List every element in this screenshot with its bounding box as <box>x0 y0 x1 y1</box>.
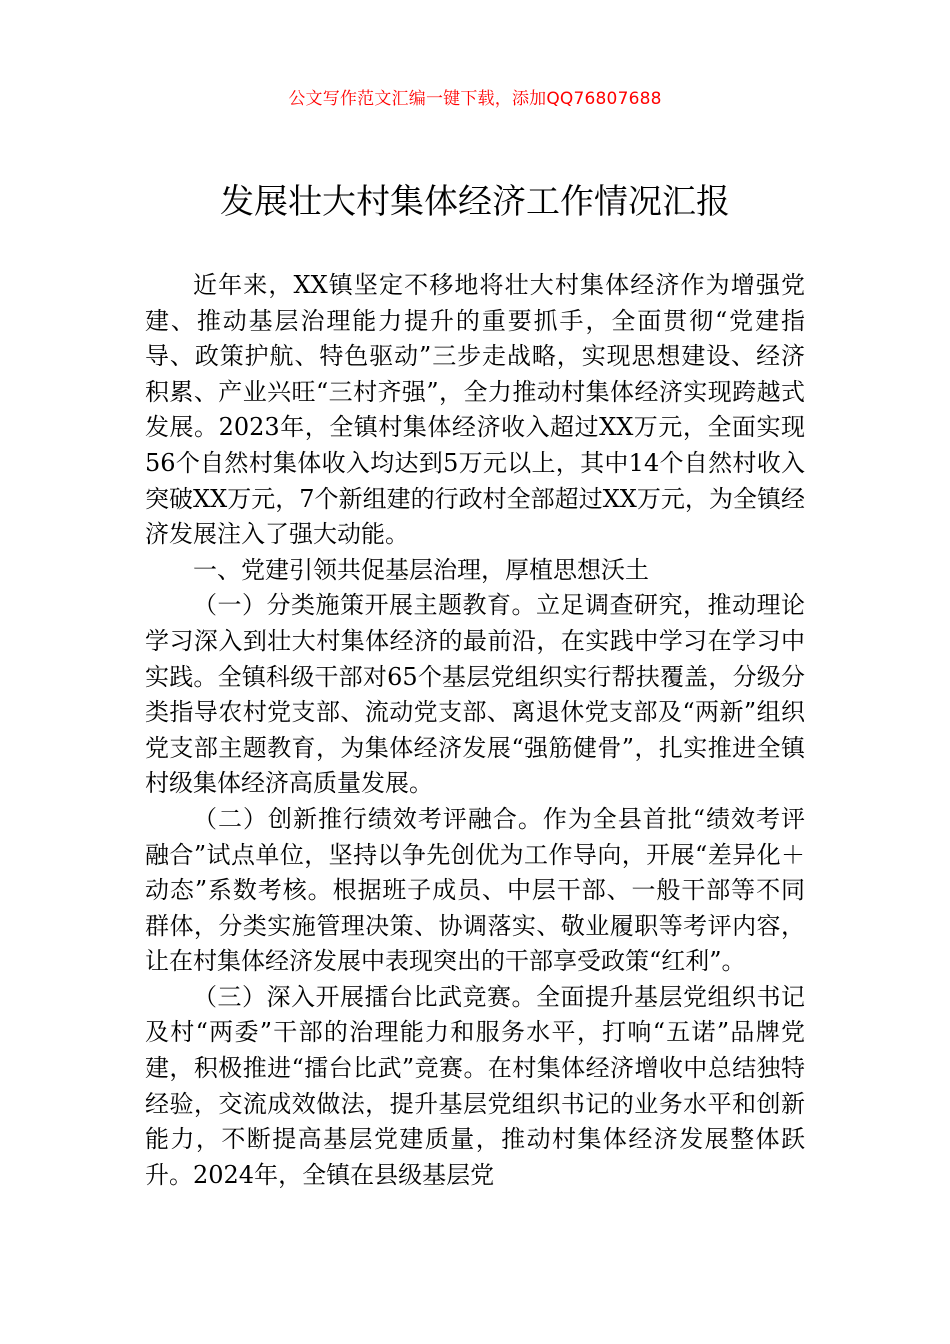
intro-paragraph: 近年来，XX镇坚定不移地将壮大村集体经济作为增强党建、推动基层治理能力提升的重要抓手，全面贯彻“党建指导、政策护航、特色驱动”三步走战略，实现思想建设、经济积累、产业兴旺“三村齐强”，全力推动村集体经济实现跨越式发展。2023年，全镇村集体经济收入超过XX万元，全面实现56个自然村集体收入均达到5万元以上，其中14个自然村收入突破XX万元，7个新组建的行政村全部超过XX万元，为全镇经济发展注入了强大动能。 <box>145 271 805 549</box>
paragraph-item-2: （二）创新推行绩效考评融合。作为全县首批“绩效考评融合”试点单位，坚持以争先创优为工作导向，开展“差异化＋动态”系数考核。根据班子成员、中层干部、一般干部等不同群体，分类实施管理决策、协调落实、敬业履职等考评内容，让在村集体经济发展中表现突出的干部享受政策“红利”。 <box>145 804 805 976</box>
paragraph-item-1: （一）分类施策开展主题教育。立足调查研究，推动理论学习深入到壮大村集体经济的最前沿，在实践中学习在学习中实践。全镇科级干部对65个基层党组织实行帮扶覆盖，分级分类指导农村党支部、流动党支部、离退休党支部及“两新”组织党支部主题教育，为集体经济发展“强筋健骨”，扎实推进全镇村级集体经济高质量发展。 <box>145 591 805 798</box>
paragraph-item-3: （三）深入开展擂台比武竞赛。全面提升基层党组织书记及村“两委”干部的治理能力和服务水平，打响“五诺”品牌党建，积极推进“擂台比武”竞赛。在村集体经济增收中总结独特经验，交流成效做法，提升基层党组织书记的业务水平和创新能力，不断提高基层党建质量，推动村集体经济发展整体跃升。2024年，全镇在县级基层党 <box>145 982 805 1189</box>
download-banner: 公文写作范文汇编一键下载，添加QQ76807688 <box>288 89 662 109</box>
page-title: 发展壮大村集体经济工作情况汇报 <box>220 182 730 222</box>
section-heading-1: 一、党建引领共促基层治理，厚植思想沃土 <box>193 555 649 584</box>
document-body <box>145 268 805 1193</box>
